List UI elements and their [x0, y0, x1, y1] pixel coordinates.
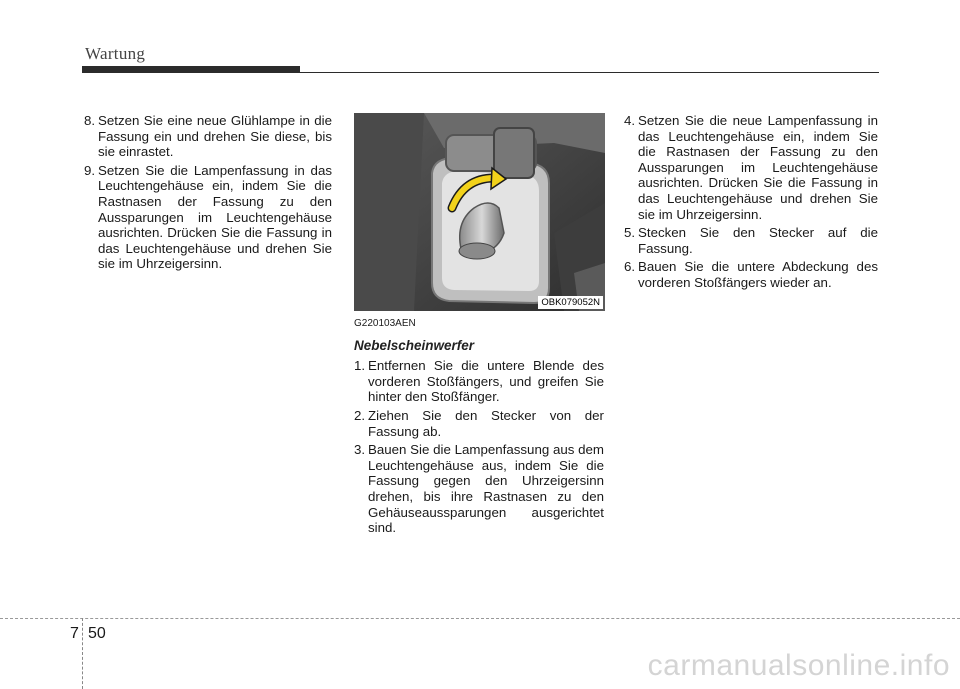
step-1	[354, 358, 604, 405]
chapter-number: 7	[70, 625, 79, 642]
step-text: Setzen Sie die neue Lampenfassung in das Leuchtengehäuse ein, indem Sie die Rastnasen der Fassung zu den Aussparungen im Leuchtengehäuse ausrichten. Drücken Sie die Fassung in das Leuchtengehäuse und drehen Sie sie im Uhrzeigersinn.	[638, 113, 878, 222]
fog-lamp-illustration	[354, 113, 605, 311]
step-number: 6.	[624, 259, 636, 275]
step-8	[84, 113, 332, 160]
footer-rule	[0, 618, 960, 620]
step-text: Ziehen Sie den Stecker von der Fassung ab.	[368, 407, 604, 439]
step-text: Stecken Sie den Stecker auf die Fassung.	[638, 225, 878, 256]
step-number: 9.	[84, 162, 96, 178]
step-2	[354, 408, 604, 439]
column-middle	[354, 316, 604, 539]
fog-lamp-photo	[354, 113, 605, 311]
section-title: Wartung	[85, 44, 146, 63]
step-number: 3.	[354, 442, 366, 458]
step-text: Setzen Sie die Lampenfassung in das Leuchtengehäuse ein, indem Sie die Rastnasen der Fassung zu den Aussparungen im Leuchtengehäuse ausrichten. Drücken Sie die Fassung in das Leuchtengehäuse und drehen Sie sie im Uhrzeigersinn.	[98, 162, 332, 272]
reference-code: G220103AEN	[354, 318, 416, 329]
watermark: carmanualsonline.info	[647, 649, 950, 682]
footer-divider	[82, 618, 84, 689]
step-6	[624, 259, 878, 290]
step-number: 5.	[624, 225, 636, 241]
step-text: Entfernen Sie die untere Blende des vorderen Stoßfängers, und greifen Sie hinter den Stoßfänger.	[368, 358, 604, 405]
figure-code: OBK079052N	[538, 296, 603, 309]
step-text: Bauen Sie die Lampenfassung aus dem Leuchtengehäuse aus, indem Sie die Fassung gegen den Uhrzeigersinn drehen, bis ihre Rastnasen zu den Gehäuseaussparungen ausgerichtet sind.	[368, 442, 604, 536]
step-number: 1.	[354, 358, 366, 374]
column-left	[84, 113, 332, 275]
page-number: 50	[88, 625, 106, 642]
step-3	[354, 442, 604, 536]
step-4	[624, 113, 878, 222]
column-right	[624, 113, 878, 294]
step-text: Bauen Sie die untere Abdeckung des vorderen Stoßfängers wieder an.	[638, 259, 878, 290]
step-number: 2.	[354, 407, 366, 423]
step-9	[84, 163, 332, 272]
subsection-title: Nebelscheinwerfer	[354, 337, 475, 353]
step-number: 4.	[624, 113, 636, 128]
step-number: 8.	[84, 113, 96, 128]
step-text: Setzen Sie eine neue Glühlampe in die Fassung ein und drehen Sie diese, bis sie einrastet.	[98, 113, 332, 160]
step-5	[624, 225, 878, 256]
header-rule	[82, 72, 879, 73]
